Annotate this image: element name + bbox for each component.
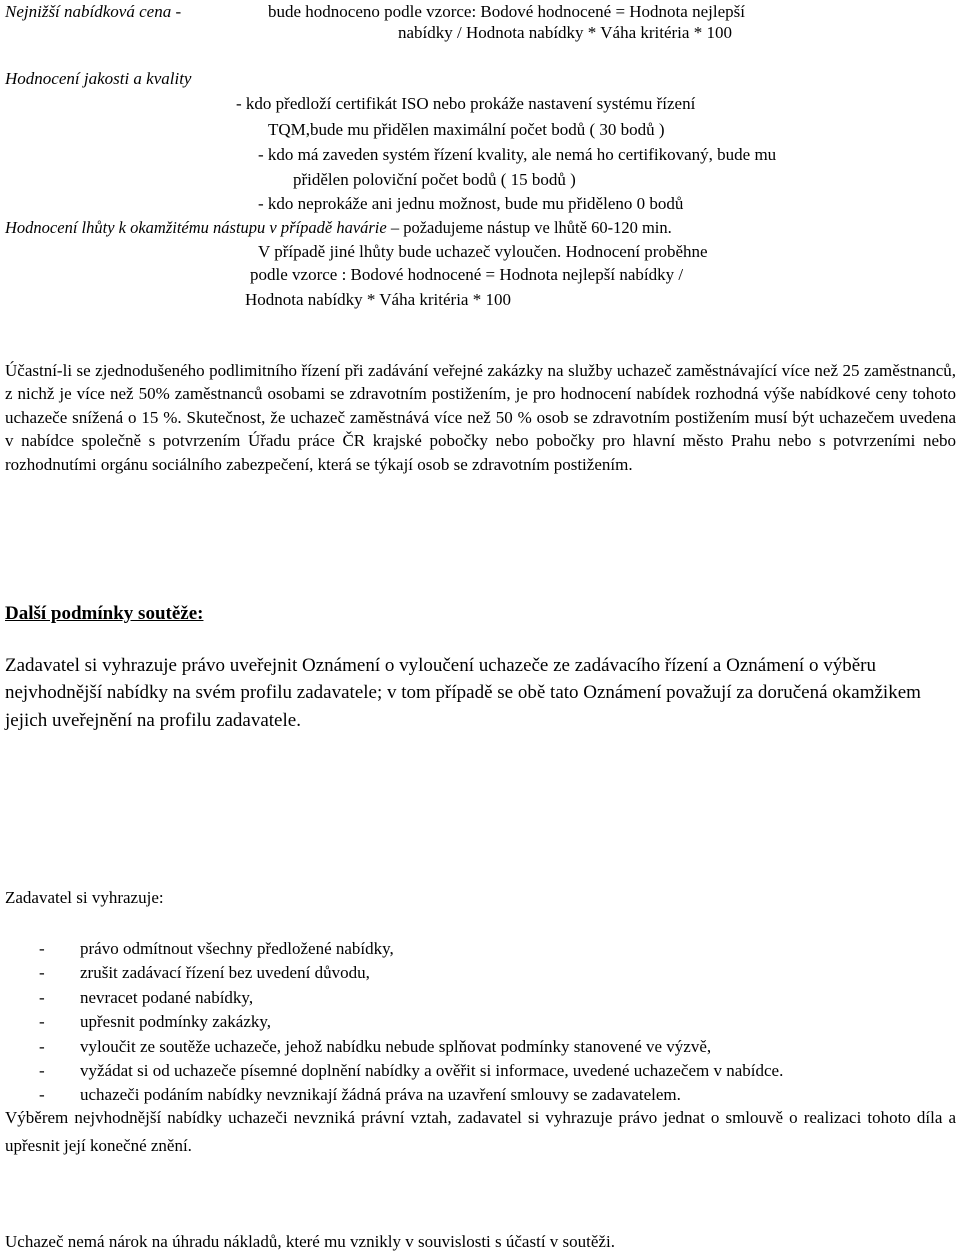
criterion-lowest-price-formula-line2: nabídky / Hodnota nabídky * Váha kritéria * 100 — [398, 23, 732, 42]
criterion-quality-item1-line1: - kdo předloží certifikát ISO nebo prokáže nastavení systému řízení — [236, 94, 696, 113]
list-item: - nevracet podané nabídky, — [5, 986, 783, 1010]
list-item: - právo odmítnout všechny předložené nabídky, — [5, 937, 783, 961]
criterion-deadline-line4: Hodnota nabídky * Váha kritéria * 100 — [245, 290, 511, 309]
criterion-deadline-label: Hodnocení lhůty k okamžitému nástupu v případě havárie — [5, 218, 387, 237]
criterion-lowest-price-label: Nejnižší nabídková cena - — [5, 2, 182, 21]
reservations-list — [5, 937, 783, 1108]
costs-note: Uchazeč nemá nárok na úhradu nákladů, které mu vznikly v souvislosti s účastí v soutěži. — [5, 1232, 615, 1251]
list-item: - uchazeči podáním nabídky nevznikají žádná práva na uzavření smlouvy se zadavatelem. — [5, 1083, 783, 1107]
list-item: - upřesnit podmínky zakázky, — [5, 1010, 783, 1034]
selection-note-paragraph: Výběrem nejvhodnější nabídky uchazeči nevzniká právní vztah, zadavatel si vyhrazuje právo jednat o smlouvě o realizaci tohoto díla a upřesnit její konečné znění. — [5, 1108, 956, 1155]
criterion-quality-item3: - kdo neprokáže ani jednu možnost, bude mu přiděleno 0 bodů — [258, 194, 684, 213]
criterion-deadline-line3: podle vzorce : Bodové hodnocené = Hodnota nejlepší nabídky / — [250, 265, 684, 284]
criterion-quality-item1-line2: TQM,bude mu přidělen maximální počet bodů ( 30 bodů ) — [268, 120, 665, 139]
other-conditions-heading: Další podmínky soutěže: — [5, 603, 204, 624]
criterion-lowest-price-formula-line1: bude hodnoceno podle vzorce: Bodové hodnocené = Hodnota nejlepší — [268, 2, 745, 21]
disability-discount-paragraph: Účastní-li se zjednodušeného podlimitního řízení při zadávání veřejné zakázky na služby uchazeč zaměstnávající více než 25 zaměstnanců, z nichž je více než 50% zaměstnanců osobami se zdravotním postižením, je pro hodnocení nabídek rozhodná výše nabídkové ceny tohoto uchazeče snížená o 15 %. Skutečnost, že uchazeč zaměstnává více než 50 % osob se zdravotním postižením musí být uchazečem uvedena v nabídce společně s potvrzením Úřadu práce ČR krajské pobočky nebo pobočky pro hlavní město Prahu nebo s potvrzeními nebo rozhodnutími orgánu sociálního zabezpečení, která se týkají osob se zdravotním postižením. — [5, 361, 956, 474]
criterion-deadline-requirement: – požadujeme nástup ve lhůtě 60-120 min. — [390, 218, 672, 237]
criterion-deadline-line2: V případě jiné lhůty bude uchazeč vyloučen. Hodnocení proběhne — [258, 242, 708, 261]
list-item: - vyloučit ze soutěže uchazeče, jehož nabídku nebude splňovat podmínky stanovené ve výzvě, — [5, 1035, 783, 1059]
criterion-quality-item2-line1: - kdo má zaveden systém řízení kvality, ale nemá ho certifikovaný, bude mu — [258, 145, 777, 164]
list-item: - zrušit zadávací řízení bez uvedení důvodu, — [5, 961, 783, 985]
other-conditions-paragraph: Zadavatel si vyhrazuje právo uveřejnit Oznámení o vyloučení uchazeče ze zadávacího řízení a Oznámení o výběru nejvhodnější nabídky na svém profilu zadavatele; v tom případě se obě tato Oznámení považují za doručená okamžikem jejich uveřejnění na profilu zadavatele. — [5, 655, 921, 731]
criterion-deadline-line1 — [5, 218, 672, 238]
list-item: - vyžádat si od uchazeče písemné doplnění nabídky a ověřit si informace, uvedené uchazečem v nabídce. — [5, 1059, 783, 1083]
criterion-quality-label: Hodnocení jakosti a kvality — [5, 69, 192, 88]
reservations-intro: Zadavatel si vyhrazuje: — [5, 888, 164, 907]
criterion-quality-item2-line2: přidělen poloviční počet bodů ( 15 bodů ) — [293, 170, 576, 189]
